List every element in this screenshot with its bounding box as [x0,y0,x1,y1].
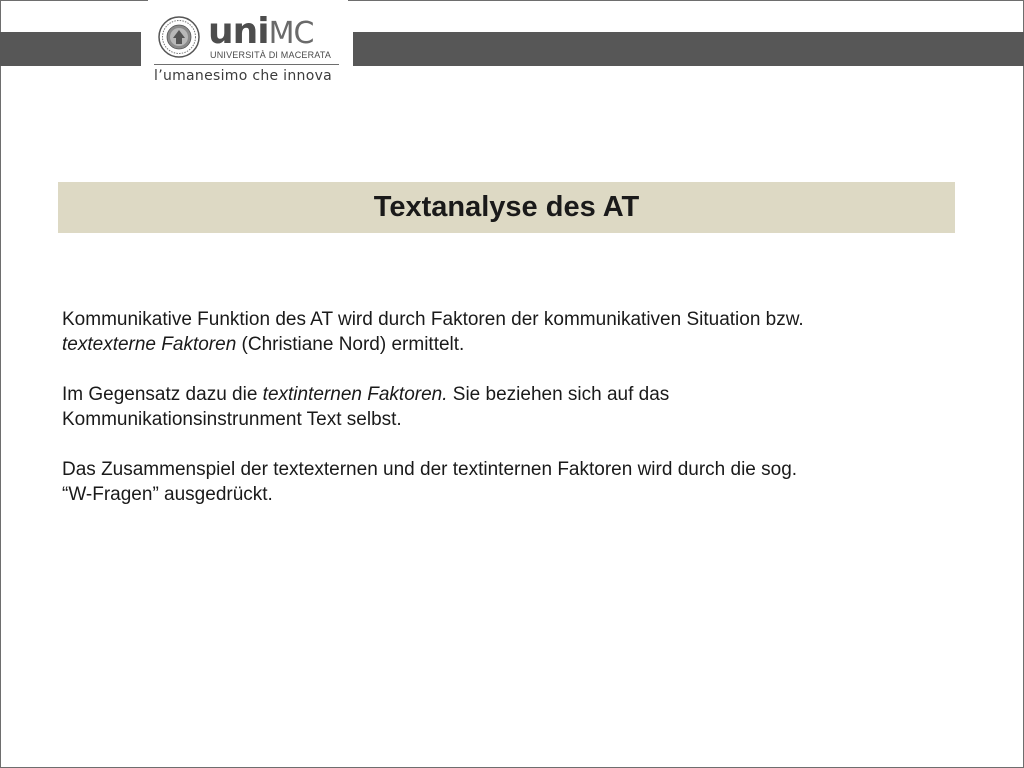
header-bar-right [353,32,1024,66]
header-bar-left [0,32,141,66]
paragraph-1-line-1: Kommunikative Funktion des AT wird durch Faktoren der kommunikativen Situation bzw. [62,309,804,330]
slide-body [62,307,962,532]
university-logo [148,0,348,96]
slide-title: Textanalyse des AT [373,191,640,223]
paragraph-2-prefix: Im Gegensatz dazu die [62,384,263,405]
wordmark-light: MC [268,16,314,51]
paragraph-3-line-1: Das Zusammenspiel der textexternen und der textinternen Faktoren wird durch die sog. [62,459,798,480]
title-banner [58,182,955,233]
paragraph-1-rest: (Christiane Nord) ermittelt. [236,334,465,355]
paragraph-2-line-2: Kommunikationsinstrunment Text selbst. [62,409,402,430]
paragraph-2 [62,382,962,432]
paragraph-3 [62,457,962,507]
paragraph-3-line-2: “W-Fragen” ausgedrückt. [62,484,273,505]
wordmark-bold: uni [208,11,269,52]
paragraph-2-suffix: Sie beziehen sich auf das [447,384,670,405]
paragraph-2-italic: textinternen Faktoren. [262,384,448,405]
logo-divider [154,64,339,65]
paragraph-1 [62,307,962,357]
university-seal-icon [158,16,200,58]
university-name: UNIVERSITÀ DI MACERATA [210,50,332,60]
paragraph-1-italic: textexterne Faktoren [62,334,237,355]
tagline: l’umanesimo che innova [154,68,333,84]
wordmark [208,12,313,52]
